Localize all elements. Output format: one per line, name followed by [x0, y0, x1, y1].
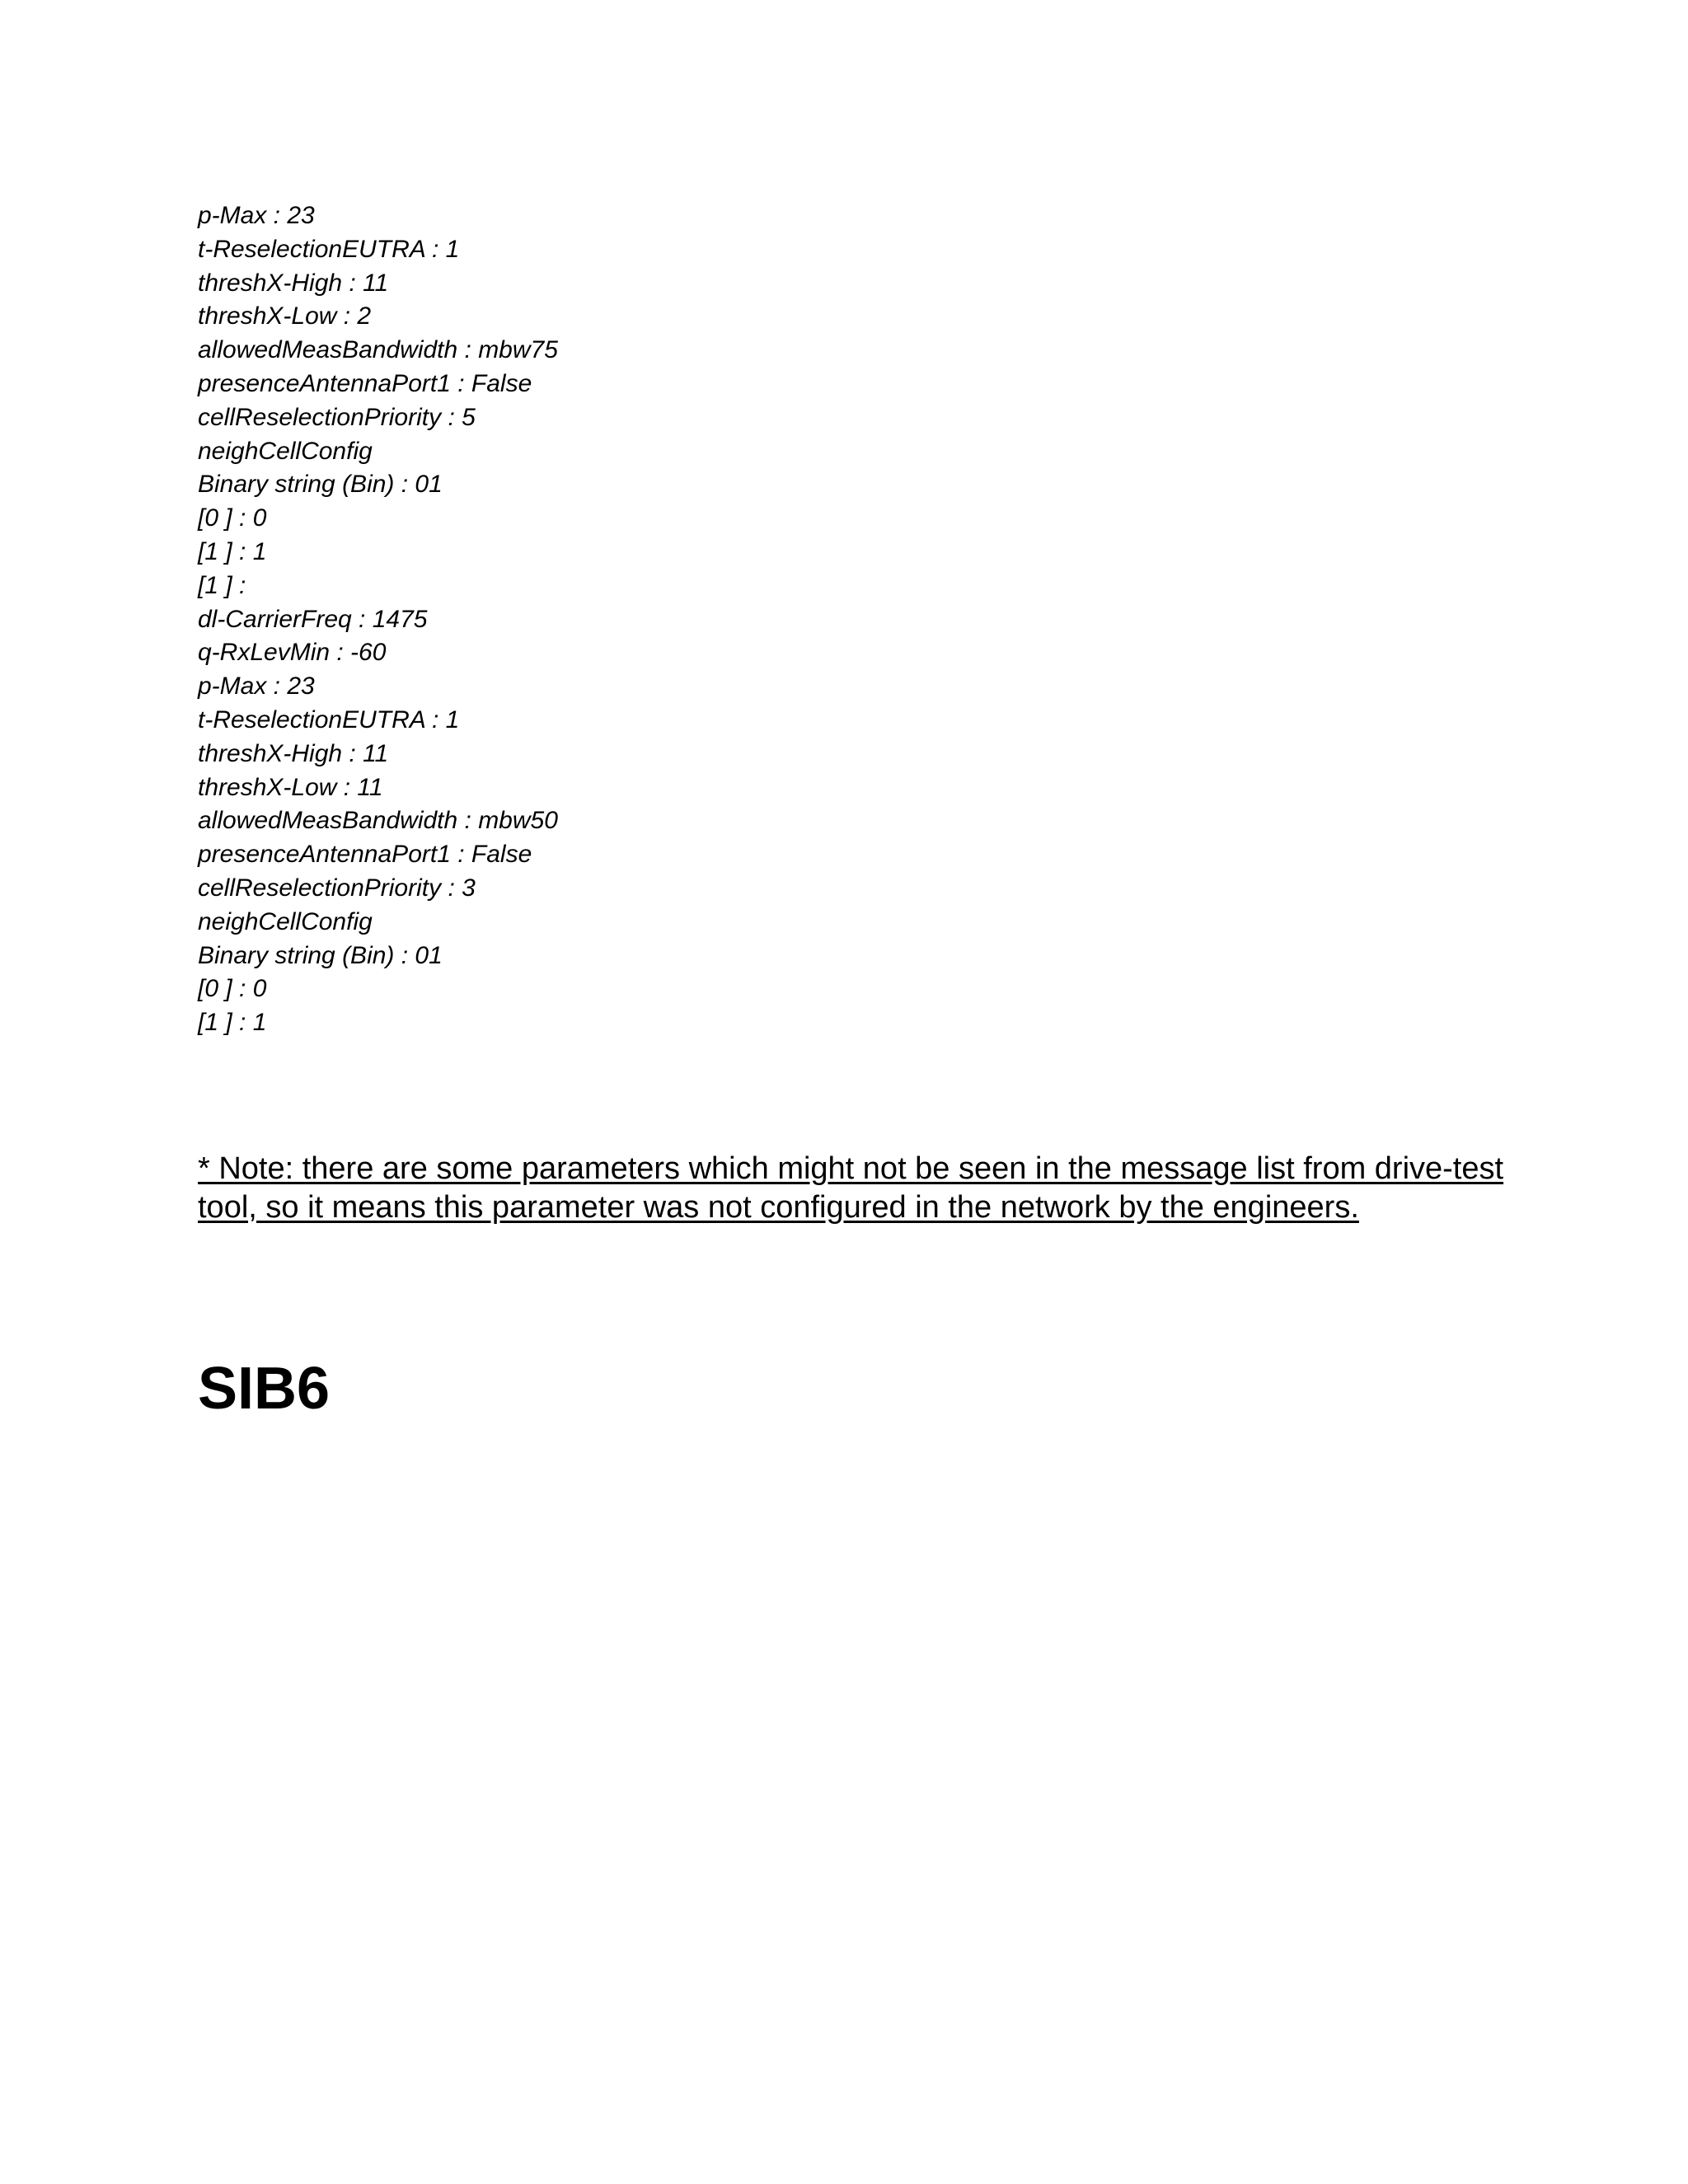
parameter-line: cellReselectionPriority : 3	[198, 874, 476, 902]
parameter-line: t-ReselectionEUTRA : 1	[198, 705, 460, 733]
parameter-line: q-RxLevMin : -60	[198, 639, 387, 667]
parameter-line: [1 ] :	[198, 571, 246, 599]
parameter-line: neighCellConfig	[198, 907, 373, 935]
parameter-line: presenceAntennaPort1 : False	[198, 841, 532, 869]
parameter-line: Binary string (Bin) : 01	[198, 471, 443, 499]
parameter-list	[198, 199, 558, 1040]
parameter-line: threshX-Low : 2	[198, 302, 372, 330]
parameter-line: Binary string (Bin) : 01	[198, 941, 443, 969]
parameter-line: [1 ] : 1	[198, 537, 267, 565]
parameter-line: p-Max : 23	[198, 673, 315, 701]
parameter-line: presenceAntennaPort1 : False	[198, 369, 532, 397]
parameter-line: cellReselectionPriority : 5	[198, 403, 476, 431]
parameter-line: threshX-High : 11	[198, 739, 389, 767]
parameter-line: t-ReselectionEUTRA : 1	[198, 235, 460, 263]
parameter-line: [0 ] : 0	[198, 975, 267, 1003]
parameter-line: dl-CarrierFreq : 1475	[198, 605, 428, 633]
parameter-line: [0 ] : 0	[198, 504, 267, 532]
parameter-line: neighCellConfig	[198, 437, 373, 465]
configuration-note: * Note: there are some parameters which might not be seen in the message list from drive-test tool, so it means this parameter was not configured in the network by the engineers.	[198, 1151, 1504, 1225]
parameter-line: [1 ] : 1	[198, 1009, 267, 1037]
parameter-line: threshX-Low : 11	[198, 773, 383, 801]
section-heading: SIB6	[198, 1356, 331, 1422]
parameter-line: allowedMeasBandwidth : mbw75	[198, 336, 558, 364]
parameter-line: threshX-High : 11	[198, 269, 389, 297]
parameter-line: p-Max : 23	[198, 202, 315, 229]
parameter-line: allowedMeasBandwidth : mbw50	[198, 807, 558, 835]
